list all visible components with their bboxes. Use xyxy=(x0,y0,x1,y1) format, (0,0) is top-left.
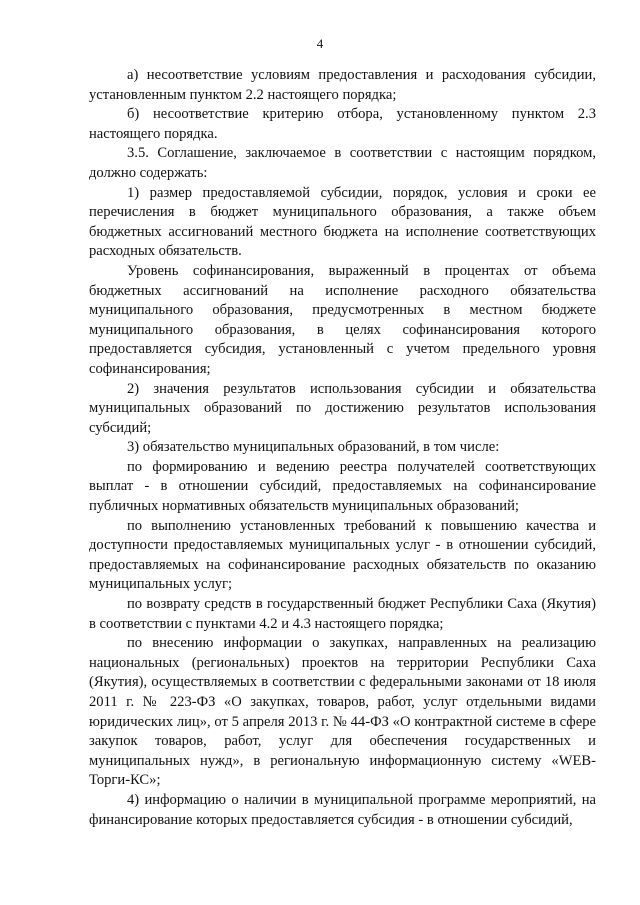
paragraph-point-1: 1) размер предоставляемой субсидии, порядок, условия и сроки ее перечисления в бюджет муниципального образования, а также объем бюджетных ассигнований местного бюджета на исполнение соответствующих расходных обязательств. xyxy=(89,184,596,260)
paragraph-item-b: б) несоответствие критерию отбора, установленному пунктом 2.3 настоящего порядка. xyxy=(89,106,596,142)
paragraph-cofinancing-level: Уровень софинансирования, выраженный в процентах от объема бюджетных ассигнований на исполнение расходного обязательства муниципального образования, предусмотренных в местном бюджете муниципального образования, в целях софинансирования которого предоставляется субсидия, установленный с учетом предельного уровня софинансирования; xyxy=(89,262,596,377)
paragraph-procurement-info: по внесению информации о закупках, направленных на реализацию национальных (региональных) проектов на территории Республики Саха (Якутия), осуществляемых в соответствии с федеральными законами от 18 июля 2011 г. № 223-ФЗ «О закупках, товаров, работ, услуг отдельными видами юридических лиц», от 5 апреля 2013 г. № 44-ФЗ «О контрактной системе в сфере закупок товаров, работ, услуг для обеспечения государственных и муниципальных нужд», в региональную информационную систему «WEB-Торги-КС»; xyxy=(89,635,596,789)
paragraph-refund: по возврату средств в государственный бюджет Республики Саха (Якутия) в соответствии с пунктами 4.2 и 4.3 настоящего порядка; xyxy=(89,596,596,632)
paragraph-point-2: 2) значения результатов использования субсидии и обязательства муниципальных образований по достижению результатов использования субсидий; xyxy=(89,380,596,436)
paragraph-point-3: 3) обязательство муниципальных образований, в том числе: xyxy=(127,439,500,456)
page-number: 4 xyxy=(316,36,324,51)
paragraph-quality-requirements: по выполнению установленных требований к повышению качества и доступности предоставляемых муниципальных услуг - в отношении субсидий, предоставляемых на софинансирование расходных обязательств по оказанию муниципальных услуг; xyxy=(89,517,596,593)
paragraph-item-a: а) несоответствие условиям предоставления и расходования субсидии, установленным пунктом 2.2 настоящего порядка; xyxy=(89,67,596,103)
paragraph-point-4: 4) информацию о наличии в муниципальной программе мероприятий, на финансирование которых предоставляется субсидия - в отношении субсидий, xyxy=(89,791,596,828)
paragraph-registry: по формированию и ведению реестра получателей соответствующих выплат - в отношении субсидий, предоставляемых на софинансирование публичных нормативных обязательств муниципальных образований; xyxy=(89,458,596,515)
paragraph-3-5: 3.5. Соглашение, заключаемое в соответствии с настоящим порядком, должно содержать: xyxy=(89,145,596,181)
document-body xyxy=(89,66,596,830)
